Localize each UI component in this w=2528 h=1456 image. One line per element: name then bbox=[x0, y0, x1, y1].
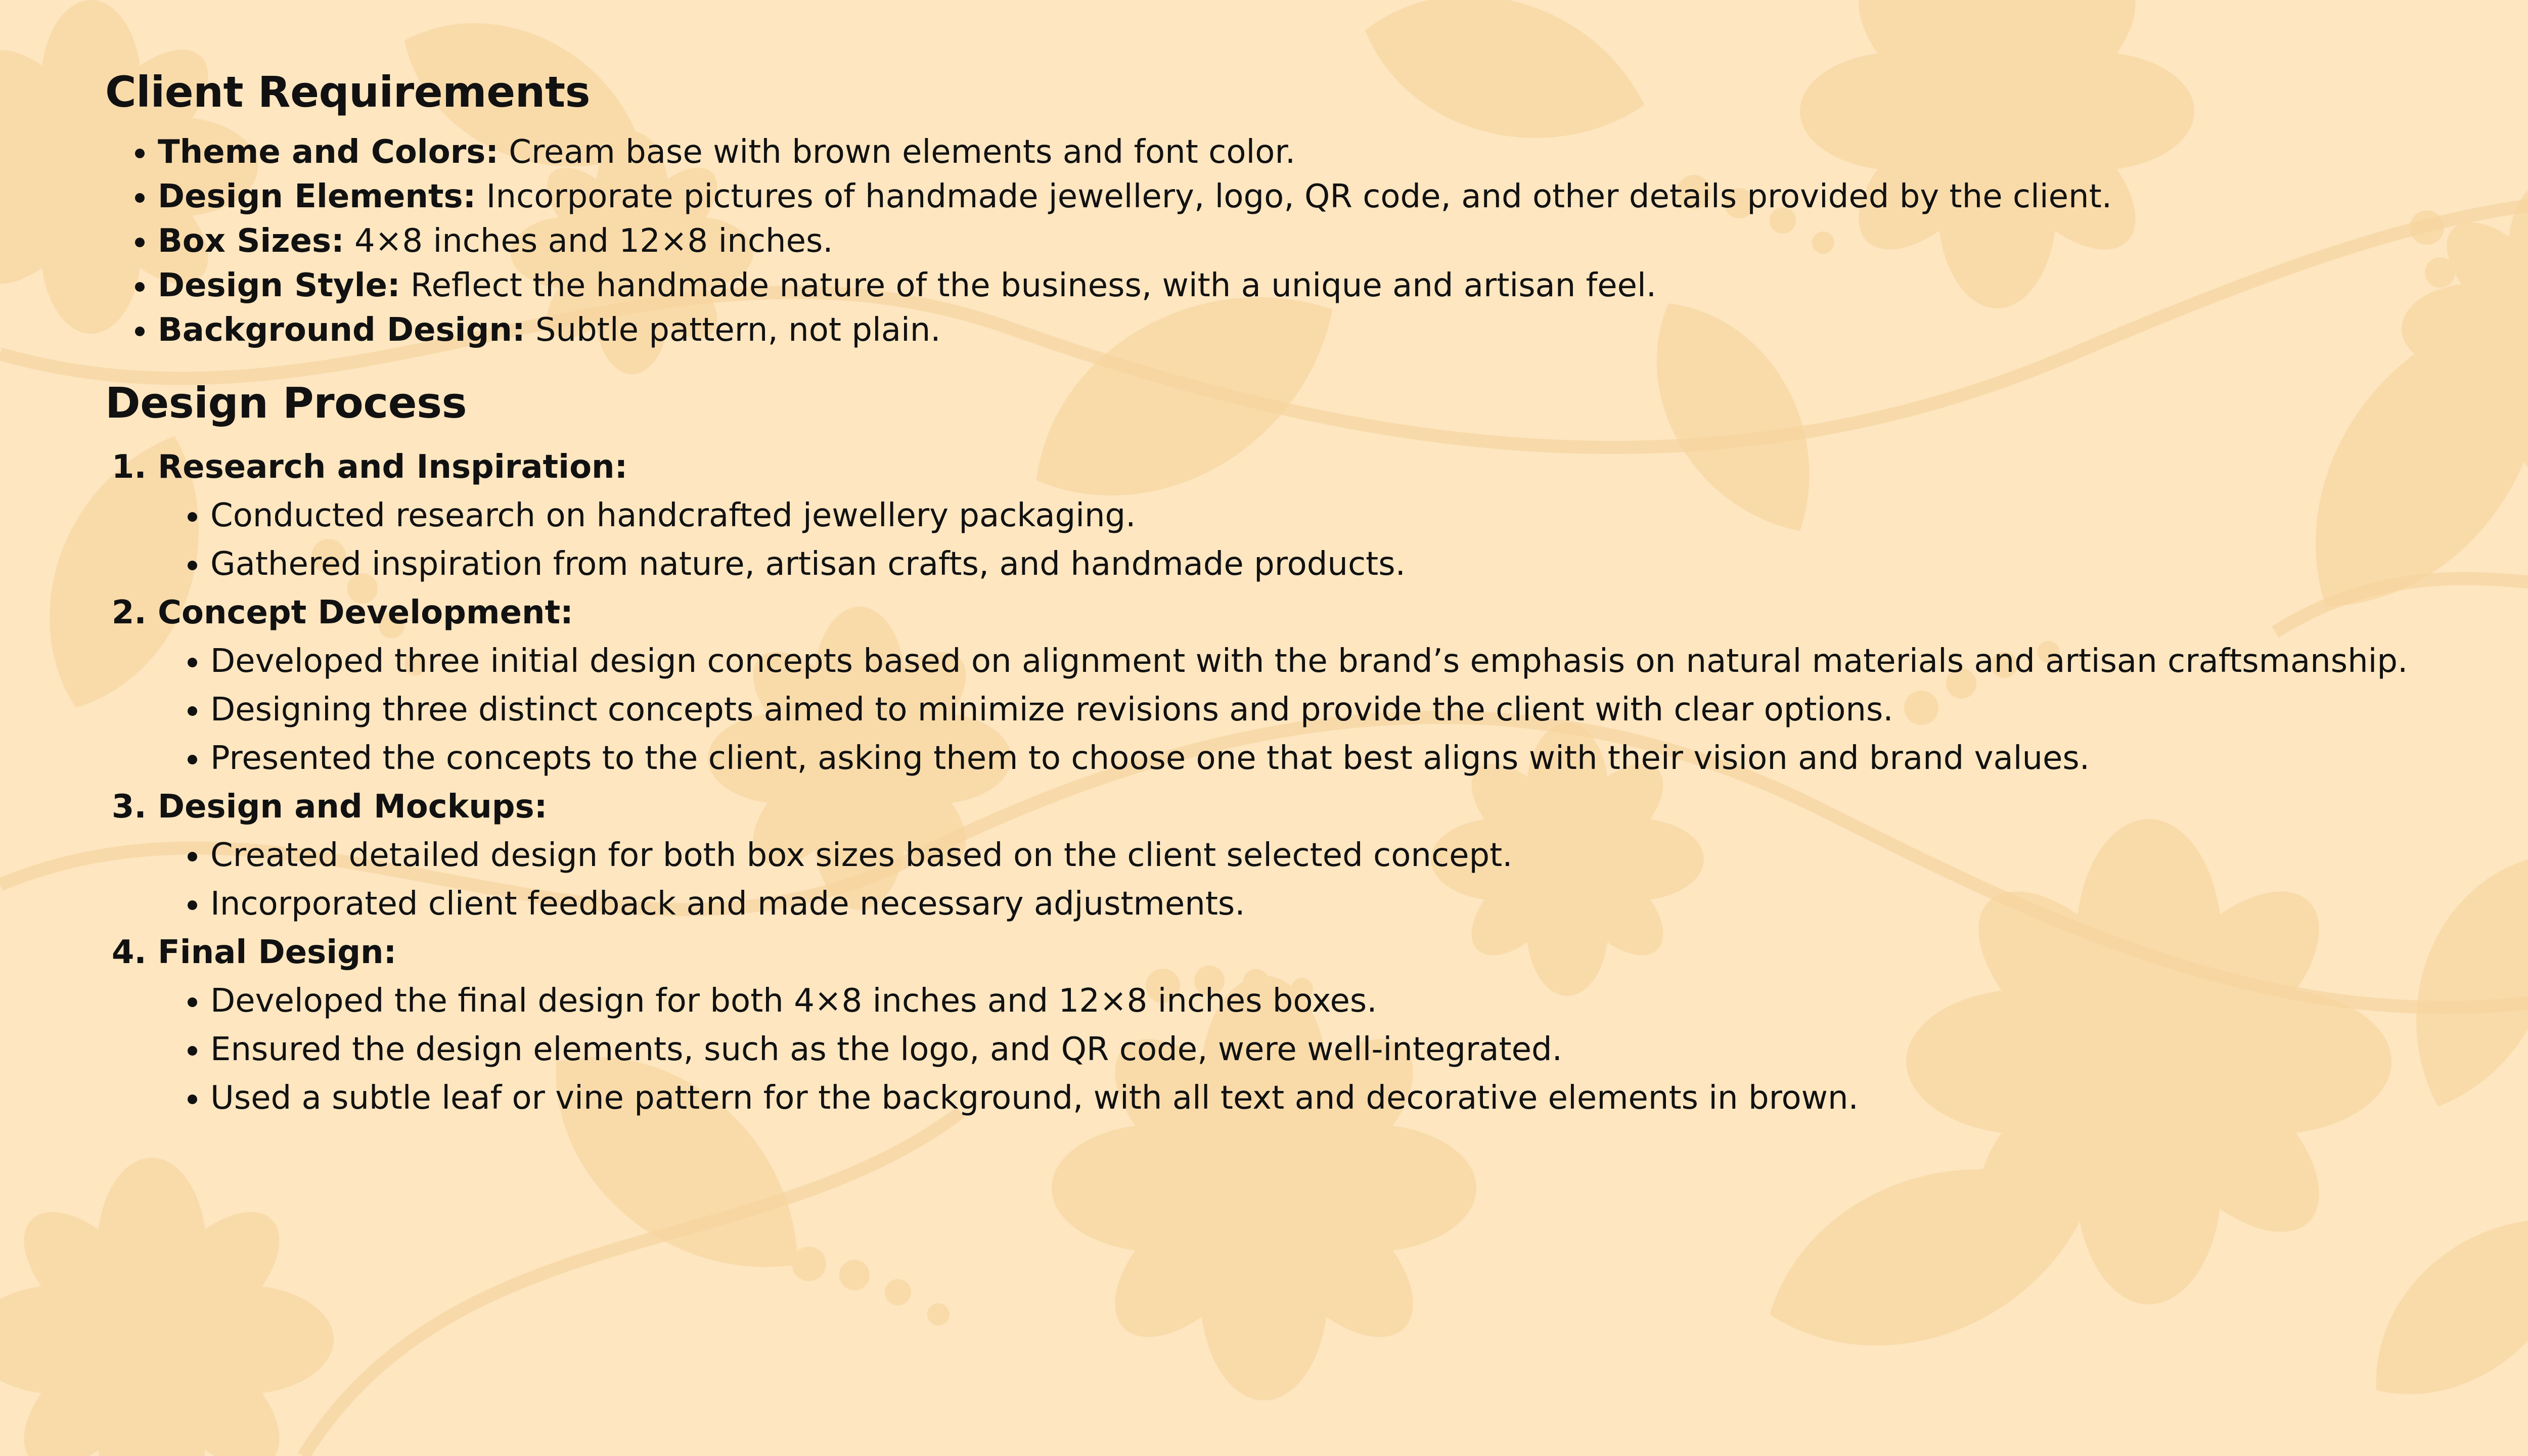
item-text: Incorporate pictures of handmade jewellery, logo, QR code, and other details provided by the client. bbox=[476, 178, 2112, 215]
item-label: Box Sizes: bbox=[158, 222, 344, 260]
step-points bbox=[158, 831, 2528, 928]
list-item: • Presented the concepts to the client, asking them to choose one that best aligns with their vision and brand values. bbox=[210, 734, 2528, 783]
client-requirements-heading: Client Requirements bbox=[105, 67, 591, 117]
list-item: • Incorporated client feedback and made necessary adjustments. bbox=[210, 880, 2528, 928]
list-item: • Developed three initial design concepts based on alignment with the brand’s emphasis on natural materials and artisan craftsmanship. bbox=[210, 637, 2528, 686]
list-item: • Used a subtle leaf or vine pattern for the background, with all text and decorative elements in brown. bbox=[210, 1074, 2528, 1122]
list-item bbox=[158, 174, 2528, 219]
design-process-section bbox=[105, 377, 2528, 1122]
list-item: • Ensured the design elements, such as the logo, and QR code, were well-integrated. bbox=[210, 1025, 2528, 1074]
process-step bbox=[158, 588, 2528, 783]
item-text: Subtle pattern, not plain. bbox=[525, 311, 941, 349]
item-label: Background Design: bbox=[158, 311, 525, 349]
list-item bbox=[158, 263, 2528, 308]
step-title: Final Design: bbox=[158, 934, 397, 971]
list-item: • Conducted research on handcrafted jewellery packaging. bbox=[210, 491, 2528, 540]
item-label: Design Style: bbox=[158, 267, 400, 304]
list-item bbox=[158, 308, 2528, 352]
step-title: Design and Mockups: bbox=[158, 788, 548, 826]
list-item: • Created detailed design for both box sizes based on the client selected concept. bbox=[210, 831, 2528, 880]
item-text: Reflect the handmade nature of the business, with a unique and artisan feel. bbox=[400, 267, 1657, 304]
item-text: Cream base with brown elements and font color. bbox=[498, 133, 1296, 171]
item-label: Design Elements: bbox=[158, 178, 476, 215]
process-step bbox=[158, 783, 2528, 928]
step-points bbox=[158, 637, 2528, 783]
item-text: 4×8 inches and 12×8 inches. bbox=[344, 222, 833, 260]
design-process-heading: Design Process bbox=[105, 378, 467, 428]
list-item bbox=[158, 130, 2528, 174]
requirements-list bbox=[105, 130, 2528, 352]
step-title: Concept Development: bbox=[158, 594, 573, 631]
step-points bbox=[158, 491, 2528, 588]
process-step bbox=[158, 443, 2528, 588]
process-step bbox=[158, 928, 2528, 1122]
list-item: • Gathered inspiration from nature, artisan crafts, and handmade products. bbox=[210, 540, 2528, 588]
client-requirements-section bbox=[105, 66, 2528, 352]
list-item: • Designing three distinct concepts aimed to minimize revisions and provide the client with clear options. bbox=[210, 686, 2528, 734]
list-item bbox=[158, 219, 2528, 263]
step-title: Research and Inspiration: bbox=[158, 448, 628, 486]
item-label: Theme and Colors: bbox=[158, 133, 499, 171]
list-item: • Developed the final design for both 4×8 inches and 12×8 inches boxes. bbox=[210, 977, 2528, 1025]
document-content bbox=[105, 66, 2528, 1122]
process-steps-list bbox=[105, 443, 2528, 1122]
step-points bbox=[158, 977, 2528, 1122]
